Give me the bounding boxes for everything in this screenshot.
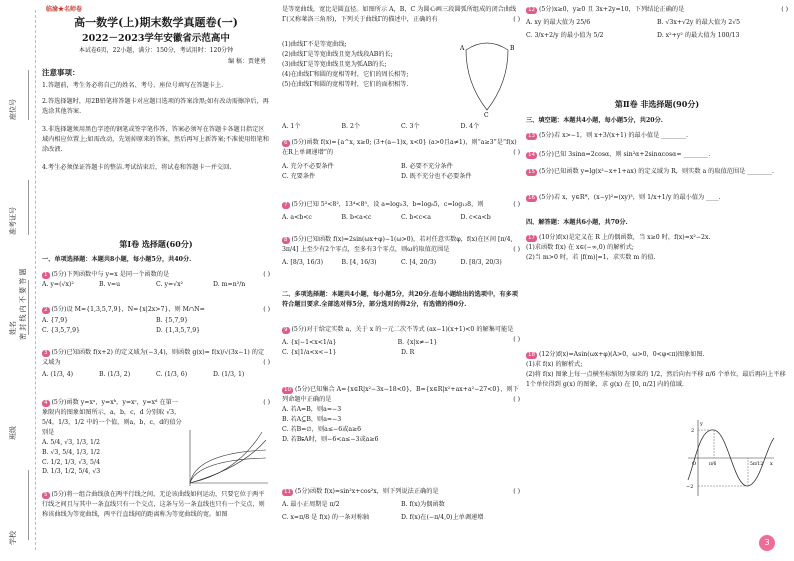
sub-question-1: (1)求 f(x) 的解析式; [526,360,583,368]
question-6: 6 (5分)函数 f(x)={a^x, x≥0; (3+(a−1)x, x<0} (a>0且a≠1)，则“a≥3”是“f(x)在R上单调递增”的 ( ) A. 充分不必要条件 B. 必要不充分条件 C. 充要条件 D. 既不充分也不必要条件 [282,139,520,180]
option-b[interactable]: B. [4, 16/3) [341,258,377,266]
option-d[interactable]: D. f(x)在(−π/4,0)上单调递增 [401,513,484,521]
question-stem: (5分)下列函数中与 y=x 是同一个函数的是 [51,271,170,278]
option-b[interactable]: B. {x|x≠−1} [397,338,438,346]
fill-blank-heading: 三、填空题：本题共4小题，每小题5分，共20分. [526,117,663,124]
option-b[interactable]: B. b<a<c [341,213,372,221]
x-label: x [770,461,773,467]
option-a[interactable]: A. 充分不必要条件 [282,162,334,170]
notes-heading: 注意事项： [42,68,80,77]
question-stem: (5分)将一组合曲线放在两平行线之间，无论该曲线如何运动，只要它位于两平行线之间且与其中一条直线只有一个交点，这条与另一条直线也只有一个交点，则称该曲线为等宽曲线，两平行直线间的距离称为等宽曲线的宽。如图 [42,491,265,518]
tick-label-a: π/6 [709,462,717,467]
options [42,280,270,290]
option-c[interactable]: C. [4, 20/3) [401,258,437,266]
question-2: 2 (5分)设 M={1,3,5,7,9}，N={x|2x>7}，则 M∩N= ( ) A. {7,9} B. {5,7,9} C. {3,5,7,9} D. {1,3,5,7,9} [42,306,270,334]
question-16: 16 (5分)若 x，y∈R*，(x−y)²=(xy)³，则 1/x+1/y 的最小值为 ____. [528,194,721,201]
option-b[interactable]: B. 2个 [341,123,361,130]
option-b[interactable]: B. f(x)为偶函数 [401,500,445,508]
option-a[interactable]: A. a<b<c [282,213,312,221]
question-15: 15 (5分)已知函数 y=lg(x²−x+1+ax) 的定义域为 R，则实数 a 的取值范围是 ________. [528,168,774,175]
option-a[interactable]: A. [8/3, 16/3) [282,258,324,266]
question-10: 10 (5分)已知集合 A={x∈R|x²−3x−18<0}，B={x∈R|x²+ax+a²−27<0}，则下列命题中正确的是 ( ) A. 若A=B，则a=−3 B. 若A⊆B，则a=−3 C. 若B=∅，则a≤−6或a≥6 D. 若B⫋A时，则−6<a≤−3或a≥6 [282,386,520,443]
exam-no-line [28,180,29,235]
option-d[interactable]: D. [8/3, 20/3) [460,258,502,266]
name-label: 姓名 [9,321,17,335]
option-a[interactable]: A. xy 的最大值为 25/6 [526,18,591,26]
option-c[interactable]: C. 1/2, 1/3, √3, 5/4 [42,458,101,466]
question-stem: (5分)函数 y=xᵃ，y=xᵇ，y=xᶜ，y=xᵈ 在第一象限内的图象如图所示，a，b，c，d 分别取 √3，5/4，1/3，1/2 中的一个值，则a，b，c，d的值分别是 [42,399,182,436]
label-a: A [460,45,465,52]
label-b: B [510,45,515,52]
option-c[interactable]: C. x=π/8 是 f(x) 的一条对称轴 [282,513,370,521]
page-number: 3 [759,535,775,551]
brand-logo: 临渝★名师卷 [46,6,83,13]
option-a[interactable]: A. {7,9} [42,316,69,324]
option-d[interactable]: D. m=n²/n [213,280,246,288]
binding-margin [0,0,40,561]
option-b[interactable]: B. {5,7,9} [156,316,189,324]
option-a[interactable]: A. 若A=B，则a=−3 [282,405,342,413]
reuleaux-triangle-diagram [460,38,515,118]
max-label: 2 [691,428,695,434]
option-c[interactable]: C. 3个 [401,123,420,130]
option-b[interactable]: B. 若A⊆B，则a=−3 [282,415,342,423]
min-label: −2 [686,484,694,490]
exam-title: 高一数学(上)期末数学真题卷(一) [74,16,238,29]
reuleaux-curve [466,43,508,110]
question-8: 8 (5分)已知函数 f(x)=2sin(ωx+φ)−1(ω>0)，若对任意实数φ，f(x)在区间 [π/4, 3π/4] 上至少有2个零点，至多有3个零点，则ω的取值范围是 ( ) A. [8/3, 16/3) B. [4, 16/3) C. [4, 20/3) D. [8/3, 20/3) [282,236,520,266]
column-2 [282,0,520,561]
option-a[interactable]: A. (1/3, 4) [42,370,74,378]
tick-label-b: 5π/12 [750,462,764,467]
option-d[interactable]: D. 1/3, 1/2, 5/4, √3 [42,468,101,476]
option-a[interactable]: A. {x|−1<x<1/a} [282,338,337,346]
editor-credit: 编 稿：贾建勇 [228,58,266,65]
solve-heading: 四、解答题：本题共6小题，共70分. [526,219,628,226]
y-label: y [700,421,703,427]
question-9: 9 (5分)对于给定实数 a，关于 x 的一元二次不等式 (ax−1)(x+1)<0 的解集可能是 ( ) A. {x|−1<x<1/a} B. {x|x≠−1} C. {x|1/a<x<−1} D. R [282,326,520,356]
exam-subtitle: 2022－2023学年安徽省示范高中 [82,33,230,44]
option-a[interactable]: A. 1个 [282,123,301,130]
question-stem: (5分)设 M={1,3,5,7,9}，N={x|2x>7}，则 M∩N= [51,306,205,313]
question-5-items: (1)曲线Γ不是等宽曲线; (2)曲线Γ是等宽曲线且宽为线段AB的长; (3)曲线Γ是等宽曲线且宽为弧AB的长; (4)在曲线Γ和圆的宽相等时，它们的周长相等; (5)在曲线Γ和圆的宽相等时，它们的面积相等. [282,41,409,88]
power-function-graph [182,428,270,488]
option-d[interactable]: D. 4个 [460,123,480,130]
option-d[interactable]: D. c<a<b [460,213,491,221]
option-a[interactable]: A. 最小正周期是 π/2 [282,500,340,508]
single-choice-heading: 一、单项选择题：本题共8小题，每小题5分，共40分. [42,256,192,263]
note-4: 4.考生必须保证答题卡的整洁.考试结束后，将试卷和答题卡一并交回. [42,164,232,171]
note-3: 3.非选择题须用黑色字迹的钢笔或签字笔作答，答案必须写在答题卡各题目指定区域内相应位置上;如需改动，先划掉原来的答案，然后再写上新答案;不准使用铅笔和涂改液. [42,126,269,153]
sub-question-2: (2)当 m>0 时，若 |f(m)|=1，求实数 m 的值. [526,253,656,261]
question-18: 18 (12分)f(x)=Asin(ωx+φ)(A>0，ω>0，0<φ<π)图象如图. (1)求 f(x) 的解析式; (2)将 f(x) 图象上每一点横坐标缩短为原来的 1/2，然后向右平移 π/6 个单位，最后再向上平移1个单位得到 g(x) 的图象，求 g(x) 在 [0, π/2] 内的值域. [526,350,788,390]
question-stem: (5分)已知函数 f(x+2) 的定义域为(−3,4)，则函数 g(x)= f(x)/√(3x−1) 的定义域为 [42,349,265,366]
option-c[interactable]: C. y=√x² [156,280,184,288]
question-5-cont: 是等宽曲线，宽比是圆直径。如图所示 A，B，C 为圆心画三段圆弧所组成的闭合曲线Γ(又称莱洛三角形)，下列关于曲线Γ的描述中，正确的有 ( ) [282,6,520,23]
option-b[interactable]: B. √3x+√2y 的最大值为 2√5 [657,18,741,26]
seat-no-label: 座位号 [9,99,17,120]
option-c[interactable]: C. 若B=∅，则a≤−6或a≥6 [282,425,362,433]
note-2: 2.答选择题时，用2B铅笔将答题卡对应题目选项的答案涂黑;如有改动需擦净后，再选涂其他答案. [42,98,269,115]
option-c[interactable]: C. 充要条件 [282,172,316,180]
school-label: 学校 [9,531,17,545]
question-12: 12 (5分)x≥0，y≥0 且 3x+2y=10，下列结论正确的是 ( ) A. xy 的最大值为 25/6 B. √3x+√2y 的最大值为 2√5 C. 3/x+2/y 的最小值为 5/2 D. x²+y² 的最大值为 100/13 [526,6,788,39]
option-d[interactable]: D. 既不充分也不必要条件 [401,172,472,180]
curve-a [190,432,262,483]
seat-no-line [28,70,29,120]
name-line [28,280,29,335]
option-b[interactable]: B. √3, 5/4, 1/3, 1/2 [42,448,101,456]
sub-question-1: (1)求函数 f(x) 在 x∈(−∞,0) 的解析式; [526,243,634,251]
question-stem: (5分)函数 f(x)={a^x, x≥0; (3+(a−1)x, x<0} (a>0且a≠1)，则“a≥3”是“f(x)在R上单调递增”的 [282,139,517,156]
question-14: 14 (5分)已知 3sinα=2cosα，则 sin²α+2sinαcosα= ________. [528,151,711,158]
question-17: 17 (10分)f(x)是定义在 R 上的偶函数，当 x≥0 时，f(x)=x²−2x. (1)求函数 f(x) 在 x∈(−∞,0) 的解析式; (2)当 m>0 时，若 |f(m)|=1，求实数 m 的值. [526,233,788,263]
question-3: 3 (5分)已知函数 f(x+2) 的定义域为(−3,4)，则函数 g(x)= f(x)/√(3x−1) 的定义域为 ( ) A. (1/3, 4) B. (1/3, 2) C. (1/3, 6) D. (1/3, 1) [42,349,270,378]
option-c[interactable]: C. (1/3, 6) [156,370,188,378]
question-stem: (5分)已知 5³<8²，13⁴<8⁵，设 a=log₅3，b=log₈5，c=log₁₃8，则 [291,201,484,208]
option-b[interactable]: B. v=u [99,280,121,288]
question-13: 13 (5分)若 x>−1，则 x+3/(x+1) 的最小值是 ________. [528,132,688,139]
option-c[interactable]: C. {3,5,7,9} [42,326,80,334]
question-stem: (5分)x≥0，y≥0 且 3x+2y=10，下列结论正确的是 [539,6,685,13]
question-4: 4 (5分)函数 y=xᵃ，y=xᵇ，y=xᶜ，y=xᵈ 在第一象限内的图象如图所示，a，b，c，d 分别取 √3，5/4，1/3，1/2 中的一个值，则a，b，c，d的值分别是 A. 5/4, √3, 1/3, 1/2 B. √3, 5/4, 1/3, 1/2 C. 1/2, 1/3, √3, 5/4 D. 1/3, 1/2, 5/4, √3 [42,399,182,476]
question-11: 11 (5分)函数 f(x)=sin²x+cos²x，则下列说法正确的是 ( ) A. 最小正周期是 π/2 B. f(x)为偶函数 C. x=π/8 是 f(x) 的一条对称轴 D. f(x)在(−π/4,0)上单调递增 [282,488,520,521]
option-a[interactable]: A. y=(√x)² [42,280,74,288]
exam-info: 本试卷6页，22小题，满分：150分，考试用时：120分钟 [78,47,234,54]
option-b[interactable]: B. 必要不充分条件 [401,162,453,170]
question-7: 7 (5分)已知 5³<8²，13⁴<8⁵，设 a=log₅3，b=log₈5，c=log₁₃8，则 ( ) A. a<b<c B. b<a<c C. b<c<a D. c<a<b [282,201,520,221]
part2-title: 第Ⅱ卷 非选择题(90分) [614,99,700,109]
option-d[interactable]: D. 若B⫋A时，则−6<a≤−3或a≥6 [282,435,379,443]
option-a[interactable]: A. 5/4, √3, 1/3, 1/2 [42,438,100,446]
curve-c [190,450,266,483]
school-line [28,470,29,540]
part1-title: 第Ⅰ卷 选择题(60分) [119,239,193,249]
question-stem: (5分)对于给定实数 a，关于 x 的一元二次不等式 (ax−1)(x+1)<0 的解集可能是 [291,326,514,333]
note-1: 1.答题前，考生务必将自己的姓名、考号、座位号填写在答题卡上. [42,82,224,89]
question-5-options [282,122,520,132]
option-d[interactable]: D. R [401,348,415,356]
question-stem: (5分)已知集合 A={x∈R|x²−3x−18<0}，B={x∈R|x²+ax+a²−27<0}，则下列命题中正确的是 [282,386,519,403]
origin-label: O [692,461,697,467]
option-c[interactable]: C. {x|1/a<x<−1} [282,348,337,356]
column-1: 临渝★名师卷 高一数学(上)期末数学真题卷(一) 2022－2023学年安徽省示范高中 本试卷6页，22小题，满分：150分，考试用时：120分钟 编 稿：贾建勇 注意事项： 1.答题前，考生务必将自己的姓名、考号、座位号填写在答题卡上. 2.答选择题时，用2B铅笔将答题卡对应题目选项的答案涂黑;如有改动需擦净后，再选涂其他答案. 3.非选择题须用黑色字迹的钢笔或签字笔作答，答案必须写在答题卡各题目指定区域内相应位置上;如需改动，先划掉原来的答案，然后再写上新答案;不准使用铅笔和涂改液. 4.考生必须保证答题卡的整洁.考试结束后，将试卷和答题卡一并交回. 第Ⅰ卷 选择题(60分) 一、单项选择题：本题共8小题，每小题5分，共40分. 1 (5分)下列函数中与 y=x 是同一个函数的是 ( ) A. y=(√x)² B. v=u C. y=√x² D. m=n²/n 2 (5分)设 M={1,3,5,7,9}，N={x|2x>7}，则 M∩N= ( ) A. {7,9} B. {5,7,9} C. {3,5,7,9} D. {1,3,5,7,9} 3 (5分)已知函数 f(x+2) 的定义域为(−3,4)，则函数 g(x)= f(x)/√(3x−1) 的定义域为 ( ) A. (1/3, 4) B. (1/3, 2) C. (1/3, 6) D. (1/3, 1) 4 (5分)函数 y=xᵃ，y=xᵇ，y=xᶜ，y=xᵈ 在第一象限内的图象如图所示，a，b，c，d 分别取 √3，5/4，1/3，1/2 中的一个值，则a，b，c，d的值分别是 A. 5/4, √3, 1/3, 1/2 B. √3, 5/4, 1/3, 1/2 C. 1/2, 1/3, √3, 5/4 D. 1/3, 1/2, 5/4, √3 ( ) 5 (5分)将一组合曲线放在两平行线之间，无论该曲线如何运动，只要它位于两平行线之间且与其中一条直线只有一个交点，这条与另一条直线也只有一个交点，则称该曲线为等宽曲线，两平行直线间的距离称为等宽曲线的宽。如图 [42,6,270,518]
question-stem: (5分)函数 f(x)=sin²x+cos²x，则下列说法正确的是 [295,488,439,495]
seal-text: 密 封 线 内 不 要 答 题 [19,268,27,340]
sub-question-2: (2)将 f(x) 图象上每一点横坐标缩短为原来的 1/2，然后向右平移 π/6 个单位，最后再向上平移1个单位得到 g(x) 的图象，求 g(x) 在 [0, π/2] 内的值域. [526,370,786,388]
question-number: 1 [44,272,48,278]
question-5-start: 5 (5分)将一组合曲线放在两平行线之间，无论该曲线如何运动，只要它位于两平行线之间且与其中一条直线只有一个交点，这条与另一条直线也只有一个交点，则称该曲线为等宽曲线，两平行直线间的距离称为等宽曲线的宽。如图 [42,491,265,518]
column-3 [526,0,788,561]
question-stem: (5分)已知函数 f(x)=2sin(ωx+φ)−1(ω>0)，若对任意实数φ，f(x)在区间 [π/4, 3π/4] 上至少有2个零点，至多有3个零点，则ω的取值范围是 [282,236,513,253]
exam-no-label: 准考证号 [9,207,17,235]
multi-choice-heading: 二、多项选择题：本题共4小题，每小题5分，共20分.在每小题给出的选项中，有多项符合题目要求.全部选对得5分，部分选对的得2分，有选错的得0分. [282,291,518,308]
sine-graph [686,418,776,498]
fold-line [35,10,36,550]
question-1: 1 (5分)下列函数中与 y=x 是同一个函数的是 ( ) A. y=(√x)² B. v=u C. y=√x² D. m=n²/n [42,271,270,288]
option-c[interactable]: C. b<c<a [401,213,431,221]
option-c[interactable]: C. 3/x+2/y 的最小值为 5/2 [526,31,604,39]
option-d[interactable]: D. (1/3, 1) [213,370,245,378]
label-c: C [484,112,489,118]
class-label: 班级 [9,426,17,440]
option-b[interactable]: B. (1/3, 2) [99,370,131,378]
option-d[interactable]: D. {1,3,5,7,9} [156,326,201,334]
option-d[interactable]: D. x²+y² 的最大值为 100/13 [657,31,740,39]
